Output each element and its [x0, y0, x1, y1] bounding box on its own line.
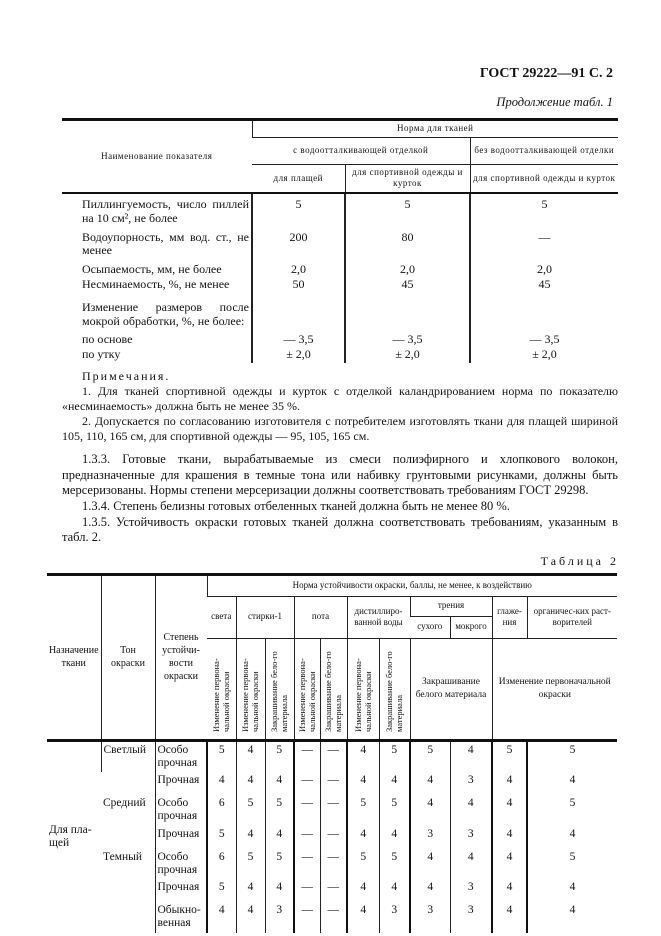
col-solvents: органичес-ких раст-ворителей — [527, 596, 617, 638]
norm-value: — 3,5 — [345, 329, 470, 348]
paragraph-1-3-4: 1.3.4. Степень белизны готовых отбеленных тканей должна быть не менее 80 %. — [82, 498, 510, 513]
value-cell: — — [294, 740, 320, 772]
value-cell: 5 — [379, 849, 410, 879]
value-cell: 4 — [347, 879, 379, 902]
table-row — [62, 227, 618, 260]
value-cell: 4 — [527, 879, 617, 902]
note-1: 1. Для тканей спортивной одежды и курток с отделкой каландрированием норма по показателю «несминаемость» должна быть не менее 35 %. — [62, 384, 618, 414]
value-cell: 3 — [450, 826, 492, 849]
value-cell: 3 — [410, 902, 450, 932]
value-cell: 4 — [379, 879, 410, 902]
value-cell: 4 — [492, 826, 527, 849]
sub-sweat-stain — [320, 638, 347, 740]
value-cell: 3 — [265, 902, 294, 932]
norm-value: — 3,5 — [470, 329, 618, 348]
value-cell: 4 — [265, 772, 294, 795]
sub-label: Изменение первона-чальной окраски — [352, 658, 373, 732]
value-cell: 5 — [527, 795, 617, 825]
value-cell: 4 — [207, 772, 236, 795]
col-without-repellent: без водоотталкивающей отделки — [470, 137, 618, 164]
value-cell: 4 — [347, 902, 379, 932]
value-cell: 5 — [527, 740, 617, 772]
value-cell: 6 — [207, 795, 236, 825]
sub-wash-change — [236, 638, 265, 740]
col-purpose: Назначение ткани — [47, 574, 101, 740]
value-cell: — — [294, 879, 320, 902]
degree-cell: Прочная — [155, 826, 207, 849]
value-cell: 3 — [450, 772, 492, 795]
col-sport-1: для спортивной одежды и курток — [345, 164, 470, 193]
value-cell: 4 — [492, 902, 527, 932]
table-continuation-label: Продолжение табл. 1 — [496, 95, 613, 109]
norm-value — [345, 293, 470, 330]
value-cell: 5 — [527, 849, 617, 879]
value-cell: — — [294, 826, 320, 849]
tone-cell — [101, 826, 155, 849]
sub-label: Изменение первона-чальной окраски — [240, 658, 261, 732]
value-cell: — — [320, 740, 347, 772]
value-cell: — — [320, 849, 347, 879]
value-cell: 4 — [379, 826, 410, 849]
col-wash: стирки-1 — [236, 596, 294, 638]
norm-value: ± 2,0 — [252, 348, 345, 363]
col-degree: Степень устойчи-вости окраски — [155, 574, 207, 740]
value-cell: — — [320, 879, 347, 902]
value-cell: 4 — [492, 879, 527, 902]
table-row — [47, 826, 617, 849]
norm-value — [470, 293, 618, 330]
degree-cell: Особо прочная — [155, 740, 207, 772]
col-wet: мокрого — [450, 616, 492, 638]
value-cell: 5 — [265, 795, 294, 825]
tone-cell — [101, 902, 155, 932]
col-sport-2: для спортивной одежды и курток — [470, 164, 618, 193]
value-cell: 5 — [236, 795, 265, 825]
value-cell: 4 — [527, 902, 617, 932]
value-cell: — — [320, 826, 347, 849]
value-cell: 5 — [265, 849, 294, 879]
value-cell: 4 — [492, 795, 527, 825]
value-cell: 4 — [236, 879, 265, 902]
indicator-name: по основе — [82, 332, 133, 347]
table-row — [47, 849, 617, 879]
col-sweat: пота — [294, 596, 347, 638]
value-cell: 5 — [236, 849, 265, 879]
norm-value: ± 2,0 — [345, 348, 470, 363]
value-cell: 3 — [450, 879, 492, 902]
value-cell: 4 — [450, 740, 492, 772]
value-cell: 4 — [347, 740, 379, 772]
table-row — [62, 329, 618, 348]
sub-label: Изменение первона-чальной окраски — [211, 658, 232, 732]
value-cell: 4 — [236, 772, 265, 795]
table-row — [62, 293, 618, 330]
value-cell: — — [320, 795, 347, 825]
table-2-title: Таблица 2 — [540, 553, 619, 568]
page-body — [48, 118, 619, 933]
degree-cell: Прочная — [155, 772, 207, 795]
norm-value: 50 — [252, 278, 345, 293]
value-cell: 4 — [236, 740, 265, 772]
table-row — [62, 278, 618, 293]
value-cell: 5 — [379, 795, 410, 825]
value-cell: 4 — [410, 849, 450, 879]
value-cell: 4 — [265, 826, 294, 849]
value-cell: 4 — [236, 826, 265, 849]
norm-value: ± 2,0 — [470, 348, 618, 363]
value-cell: 4 — [207, 902, 236, 932]
value-cell: 3 — [410, 826, 450, 849]
col-norm: Норма устойчивости окраски, баллы, не менее, к воздействию — [207, 574, 617, 596]
value-cell: 4 — [347, 826, 379, 849]
degree-cell: Прочная — [155, 879, 207, 902]
value-cell: 4 — [265, 879, 294, 902]
indicator-name: Изменение размеров после мокрой обработки, %, не более: — [82, 299, 249, 328]
sub-label: Изменение первона-чальной окраски — [296, 658, 317, 732]
tone-cell — [101, 772, 155, 795]
table-row — [47, 902, 617, 932]
value-cell: — — [294, 772, 320, 795]
col-rubbing: трения — [410, 596, 492, 616]
sub-water-stain — [379, 638, 410, 740]
value-cell: — — [320, 772, 347, 795]
value-cell: 5 — [347, 795, 379, 825]
value-cell: 5 — [265, 740, 294, 772]
sub-label: Закрашивание бело-го материала — [269, 651, 290, 732]
table-row — [47, 772, 617, 795]
value-cell: 4 — [450, 849, 492, 879]
sub-light-change — [207, 638, 236, 740]
sub-rub-stain: Закрашивание белого материала — [410, 638, 492, 740]
purpose-cell: Для пла-щей — [49, 823, 92, 850]
value-cell: 4 — [450, 795, 492, 825]
value-cell: 4 — [527, 772, 617, 795]
indicator-name: по утку — [82, 347, 121, 362]
tone-cell: Средний — [103, 797, 146, 810]
degree-cell: Особо прочная — [155, 849, 207, 879]
table-1 — [62, 118, 618, 363]
value-cell: 4 — [347, 772, 379, 795]
value-cell: — — [294, 795, 320, 825]
col-ironing: глаже-ния — [492, 596, 527, 638]
col-coats: для плащей — [252, 164, 345, 193]
col-dry: сухого — [410, 616, 450, 638]
value-cell: — — [294, 902, 320, 932]
tone-cell: Темный — [103, 850, 143, 863]
value-cell: — — [320, 902, 347, 932]
paragraph-1-3-5: 1.3.5. Устойчивость окраски готовых тканей должна соответствовать требованиям, указанным в табл. 2. — [62, 514, 618, 545]
norm-value: — — [470, 227, 618, 260]
sub-water-change — [347, 638, 379, 740]
degree-cell: Особо прочная — [155, 795, 207, 825]
value-cell: 4 — [527, 826, 617, 849]
table-2 — [47, 573, 617, 933]
table-row — [62, 348, 618, 363]
value-cell: 4 — [236, 902, 265, 932]
table-row — [62, 193, 618, 227]
value-cell: 4 — [492, 772, 527, 795]
value-cell: 5 — [207, 740, 236, 772]
degree-cell: Обыкно-венная — [155, 902, 207, 932]
norm-value: 2,0 — [470, 259, 618, 278]
value-cell: 5 — [492, 740, 527, 772]
col-indicator: Наименование показателя — [62, 120, 252, 194]
norm-value: 45 — [345, 278, 470, 293]
value-cell: 5 — [207, 826, 236, 849]
indicator-name: Осыпаемость, мм, не более — [82, 262, 222, 277]
value-cell: 4 — [410, 795, 450, 825]
norm-value: 5 — [470, 193, 618, 227]
value-cell: 5 — [410, 740, 450, 772]
table-row — [47, 740, 617, 772]
value-cell: 5 — [347, 849, 379, 879]
norm-value: 2,0 — [252, 259, 345, 278]
table-row — [62, 259, 618, 278]
indicator-name: Водоупорность, мм вод. ст., не менее — [82, 229, 249, 258]
value-cell: 3 — [450, 902, 492, 932]
sub-label: Закрашивание бело-го материала — [384, 651, 405, 732]
notes — [62, 369, 618, 444]
indicator-name: Несминаемость, %, не менее — [82, 277, 230, 292]
sub-label: Закрашивание бело-го материала — [323, 651, 344, 732]
value-cell: 5 — [207, 879, 236, 902]
norm-value: 45 — [470, 278, 618, 293]
col-water: дистиллиро-ванной воды — [347, 596, 410, 638]
col-light: света — [207, 596, 236, 638]
col-norm: Норма для тканей — [252, 120, 618, 138]
norm-value: 2,0 — [345, 259, 470, 278]
value-cell: 6 — [207, 849, 236, 879]
value-cell: 4 — [379, 772, 410, 795]
value-cell: 4 — [410, 772, 450, 795]
value-cell: — — [294, 849, 320, 879]
norm-value: 80 — [345, 227, 470, 260]
norm-value: 5 — [345, 193, 470, 227]
note-2: 2. Допускается по согласованию изготовителя с потребителем изготовлять ткани для плащей шириной 105, 110, 165 см, для спортивной одежды — 95, 105, 165 см. — [62, 414, 618, 444]
table-row — [47, 795, 617, 825]
sub-sweat-change — [294, 638, 320, 740]
sub-change-orig: Изменение первоначальной окраски — [492, 638, 617, 740]
col-tone: Тон окраски — [101, 574, 155, 740]
value-cell: 5 — [379, 740, 410, 772]
tone-cell — [101, 879, 155, 902]
norm-value: 200 — [252, 227, 345, 260]
norm-value — [252, 293, 345, 330]
indicator-name: Пиллингуемость, число пиллей на 10 см², не более — [82, 197, 249, 225]
norm-value: — 3,5 — [252, 329, 345, 348]
tone-cell: Светлый — [101, 740, 155, 772]
col-with-repellent: с водоотталкивающей отделкой — [252, 137, 470, 164]
value-cell: 3 — [379, 902, 410, 932]
norm-value: 5 — [252, 193, 345, 227]
table-row — [47, 879, 617, 902]
paragraphs — [62, 452, 618, 546]
document-header: ГОСТ 29222—91 С. 2 — [479, 66, 613, 81]
sub-wash-stain — [265, 638, 294, 740]
paragraph-1-3-3: 1.3.3. Готовые ткани, вырабатываемые из смеси полиэфирного и хлопкового волокон, предназначенные для крашения в темные тона или набивку грунтовыми рисунками, должны быть мерсеризованы. Нормы степени мерсеризации должны соответствовать требованиям ГОСТ 29298. — [62, 452, 618, 498]
value-cell: 4 — [492, 849, 527, 879]
notes-title: Примечания. — [82, 369, 171, 384]
value-cell: 4 — [410, 879, 450, 902]
